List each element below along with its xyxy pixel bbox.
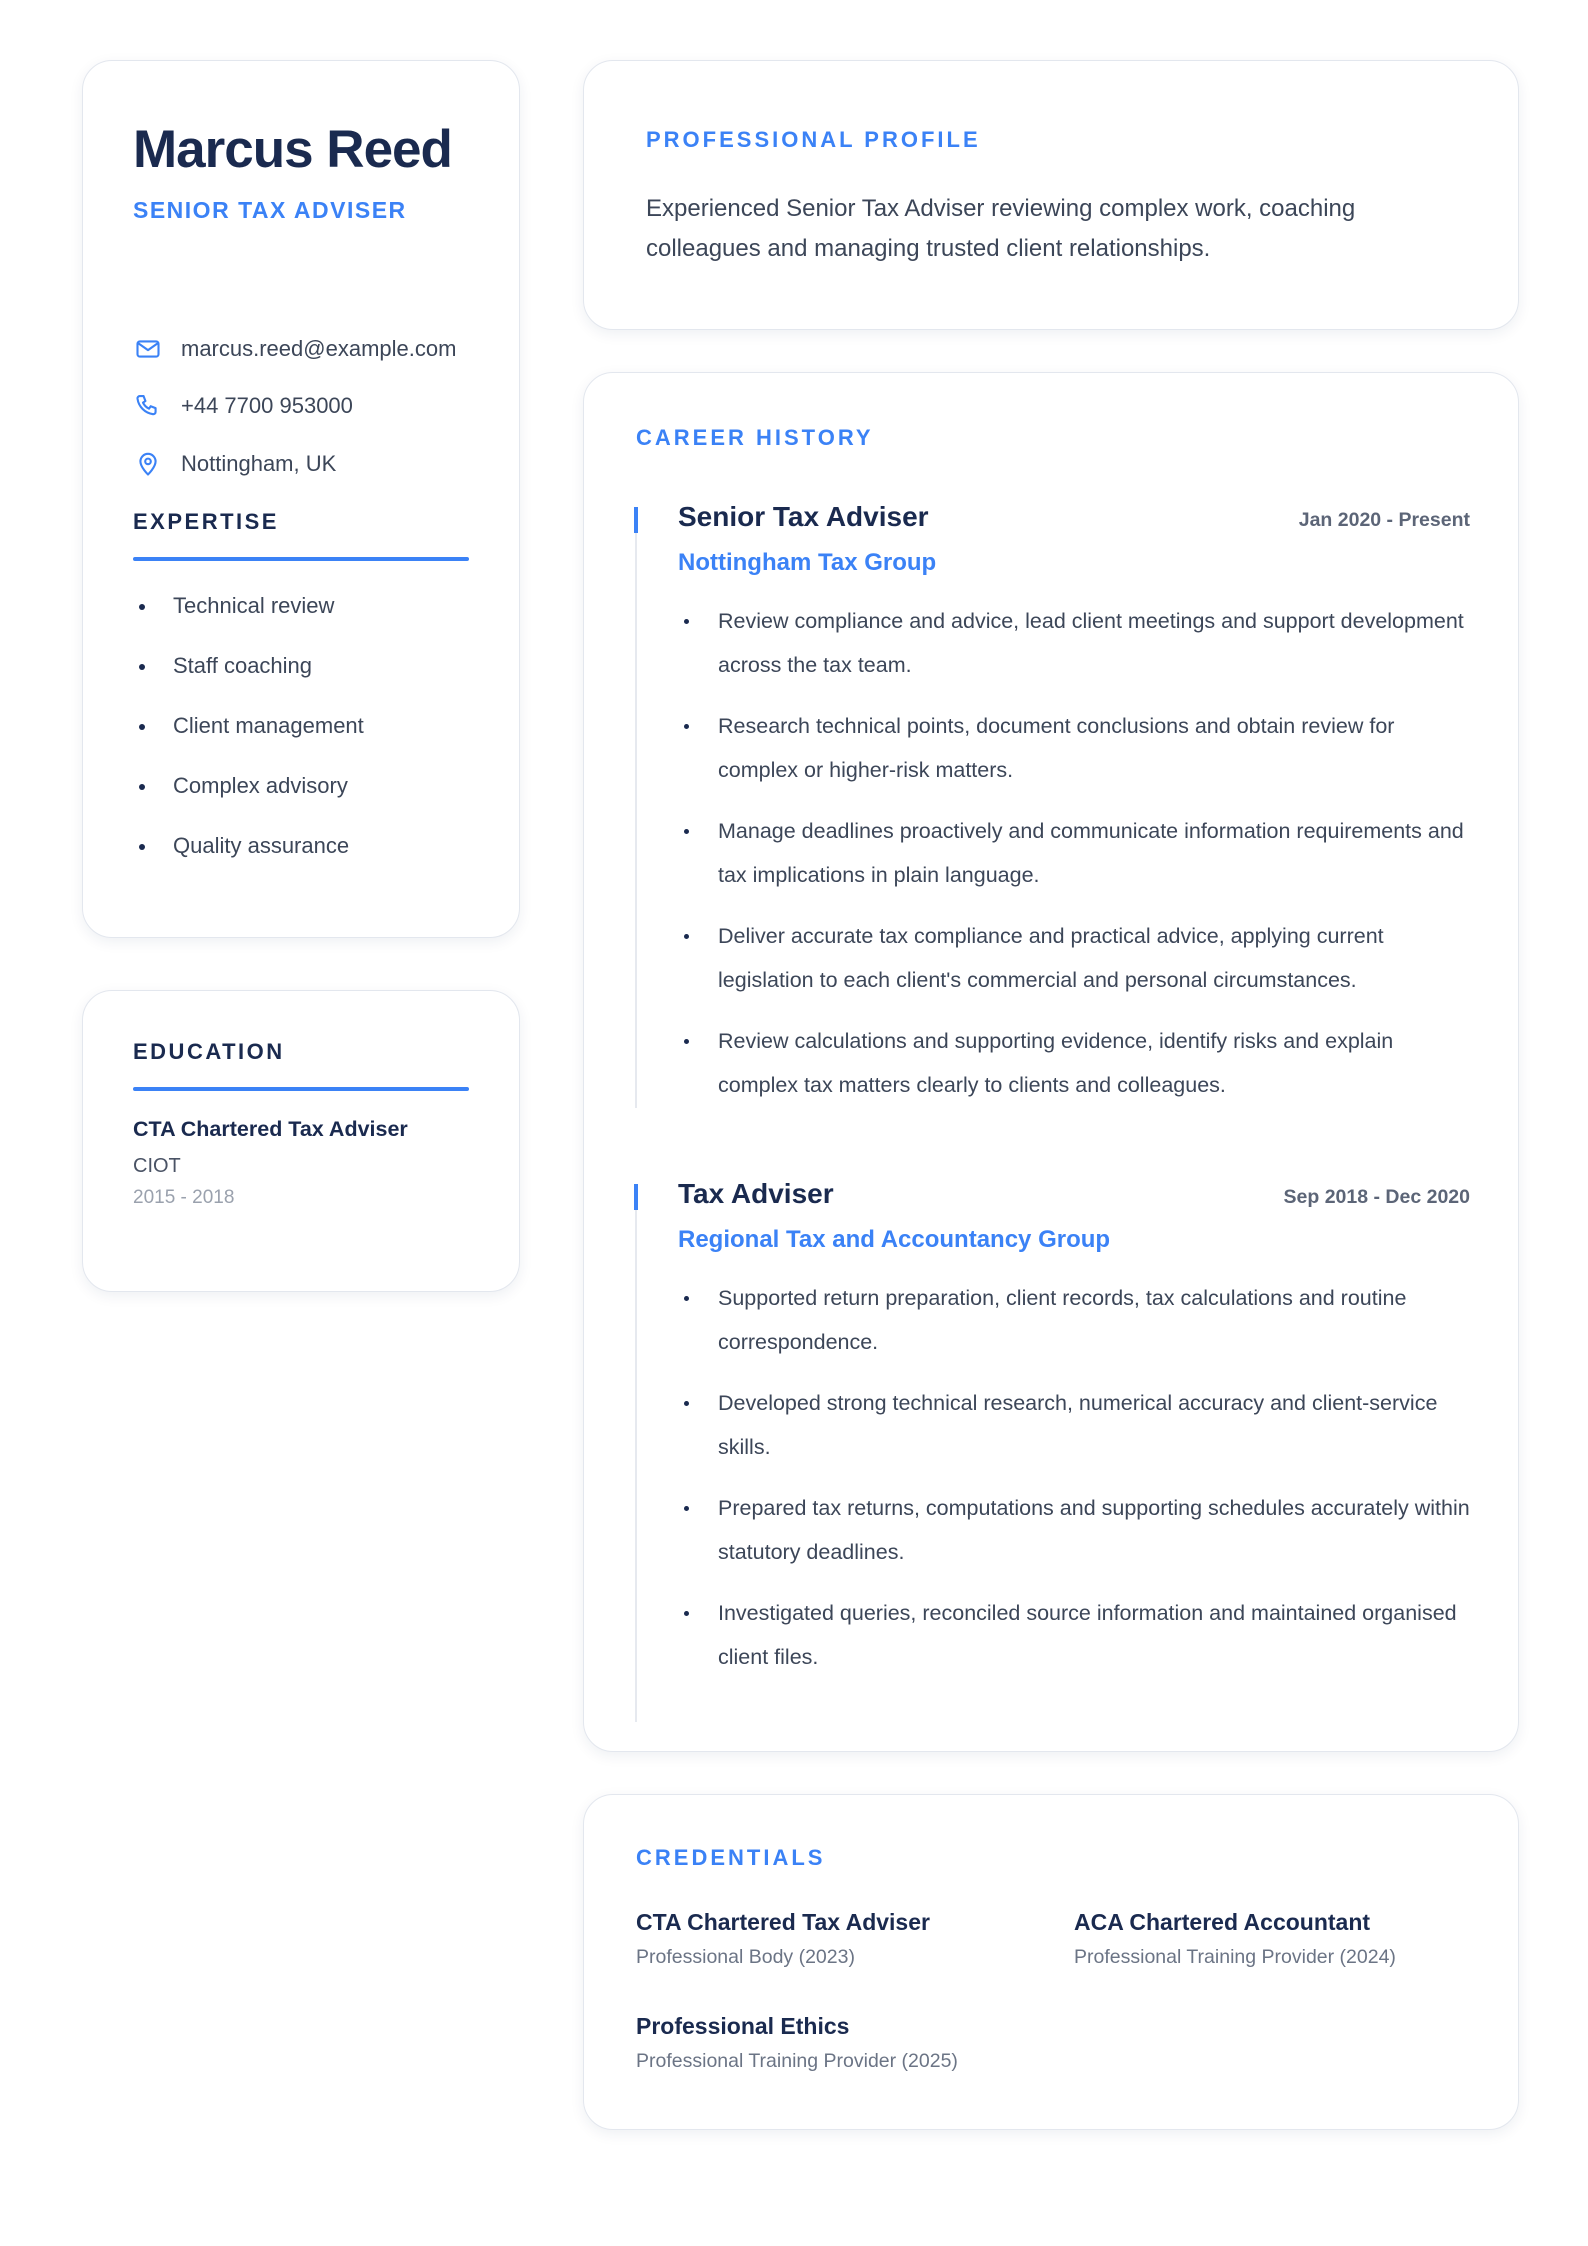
- career-card: [583, 372, 1519, 1752]
- job-company: Nottingham Tax Group: [678, 549, 937, 576]
- profile-summary: Experienced Senior Tax Adviser reviewing complex work, coaching colleagues and managing trusted client relationships.: [646, 195, 1356, 262]
- job-bullet: Developed strong technical research, numerical accuracy and client-service skills.: [678, 1381, 1470, 1469]
- job-bullets: [678, 599, 1470, 1124]
- job-timeline-line: [635, 533, 637, 1108]
- job-bullet: Review compliance and advice, lead client meetings and support development across the tax team.: [678, 599, 1470, 687]
- sidebar-card: [82, 60, 520, 938]
- credential-provider: Professional Training Provider (2024): [1074, 1946, 1396, 1968]
- profile-heading: PROFESSIONAL PROFILE: [646, 127, 981, 152]
- candidate-name: Marcus Reed: [133, 120, 452, 179]
- job-bullet: Investigated queries, reconciled source information and maintained organised client files.: [678, 1591, 1470, 1679]
- contact-email-text: marcus.reed@example.com: [181, 336, 457, 361]
- credential-provider: Professional Body (2023): [636, 1946, 855, 1968]
- job-accent-bar: [634, 1184, 638, 1210]
- job-bullet: Manage deadlines proactively and communicate information requirements and tax implications in plain language.: [678, 809, 1470, 897]
- expertise-item: Staff coaching: [133, 651, 364, 711]
- job-bullet: Review calculations and supporting evidence, identify risks and explain complex tax matters clearly to clients and colleagues.: [678, 1019, 1470, 1107]
- mail-icon: [133, 334, 163, 364]
- education-institution: CIOT: [133, 1155, 181, 1177]
- education-divider: [133, 1087, 469, 1091]
- location-pin-icon: [133, 449, 163, 479]
- credential-item: [636, 2013, 958, 2073]
- contact-location: [133, 448, 336, 480]
- expertise-item: Quality assurance: [133, 831, 364, 891]
- job-accent-bar: [634, 507, 638, 533]
- credential-name: ACA Chartered Accountant: [1074, 1909, 1371, 1935]
- job-title: Senior Tax Adviser: [678, 501, 929, 532]
- candidate-role: SENIOR TAX ADVISER: [133, 197, 407, 223]
- credential-name: CTA Chartered Tax Adviser: [636, 1909, 930, 1935]
- expertise-item: Technical review: [133, 591, 364, 651]
- job-bullet: Prepared tax returns, computations and supporting schedules accurately within statutory deadlines.: [678, 1486, 1470, 1574]
- contact-location-text: Nottingham, UK: [181, 451, 337, 476]
- job-company: Regional Tax and Accountancy Group: [678, 1226, 1111, 1253]
- job-bullet: Deliver accurate tax compliance and practical advice, applying current legislation to each client's commercial and personal circumstances.: [678, 914, 1470, 1002]
- phone-icon: [133, 391, 163, 421]
- expertise-item: Client management: [133, 711, 364, 771]
- job-bullets: [678, 1276, 1470, 1696]
- expertise-heading: EXPERTISE: [133, 509, 279, 534]
- contact-phone-text: +44 7700 953000: [181, 393, 353, 418]
- contact-phone[interactable]: [133, 390, 353, 422]
- job-bullet: Research technical points, document conclusions and obtain review for complex or higher-risk matters.: [678, 704, 1470, 792]
- job-title: Tax Adviser: [678, 1178, 834, 1209]
- credential-provider: Professional Training Provider (2025): [636, 2050, 958, 2072]
- contact-email[interactable]: [133, 333, 456, 365]
- education-years: 2015 - 2018: [133, 1187, 235, 1208]
- education-heading: EDUCATION: [133, 1039, 285, 1064]
- education-degree: CTA Chartered Tax Adviser: [133, 1117, 408, 1141]
- education-card: [82, 990, 520, 1292]
- credentials-heading: CREDENTIALS: [636, 1845, 826, 1870]
- credentials-card: [583, 1794, 1519, 2130]
- job-bullet: Supported return preparation, client records, tax calculations and routine correspondence.: [678, 1276, 1470, 1364]
- credential-item: [1074, 1909, 1396, 1969]
- job-dates: Sep 2018 - Dec 2020: [1283, 1186, 1470, 1208]
- credential-name: Professional Ethics: [636, 2013, 850, 2039]
- job-timeline-line: [635, 1210, 637, 1722]
- expertise-list: [133, 591, 364, 891]
- expertise-divider: [133, 557, 469, 561]
- expertise-item: Complex advisory: [133, 771, 364, 831]
- job-dates: Jan 2020 - Present: [1298, 509, 1470, 531]
- career-heading: CAREER HISTORY: [636, 425, 874, 450]
- credential-item: [636, 1909, 930, 1969]
- profile-card: [583, 60, 1519, 330]
